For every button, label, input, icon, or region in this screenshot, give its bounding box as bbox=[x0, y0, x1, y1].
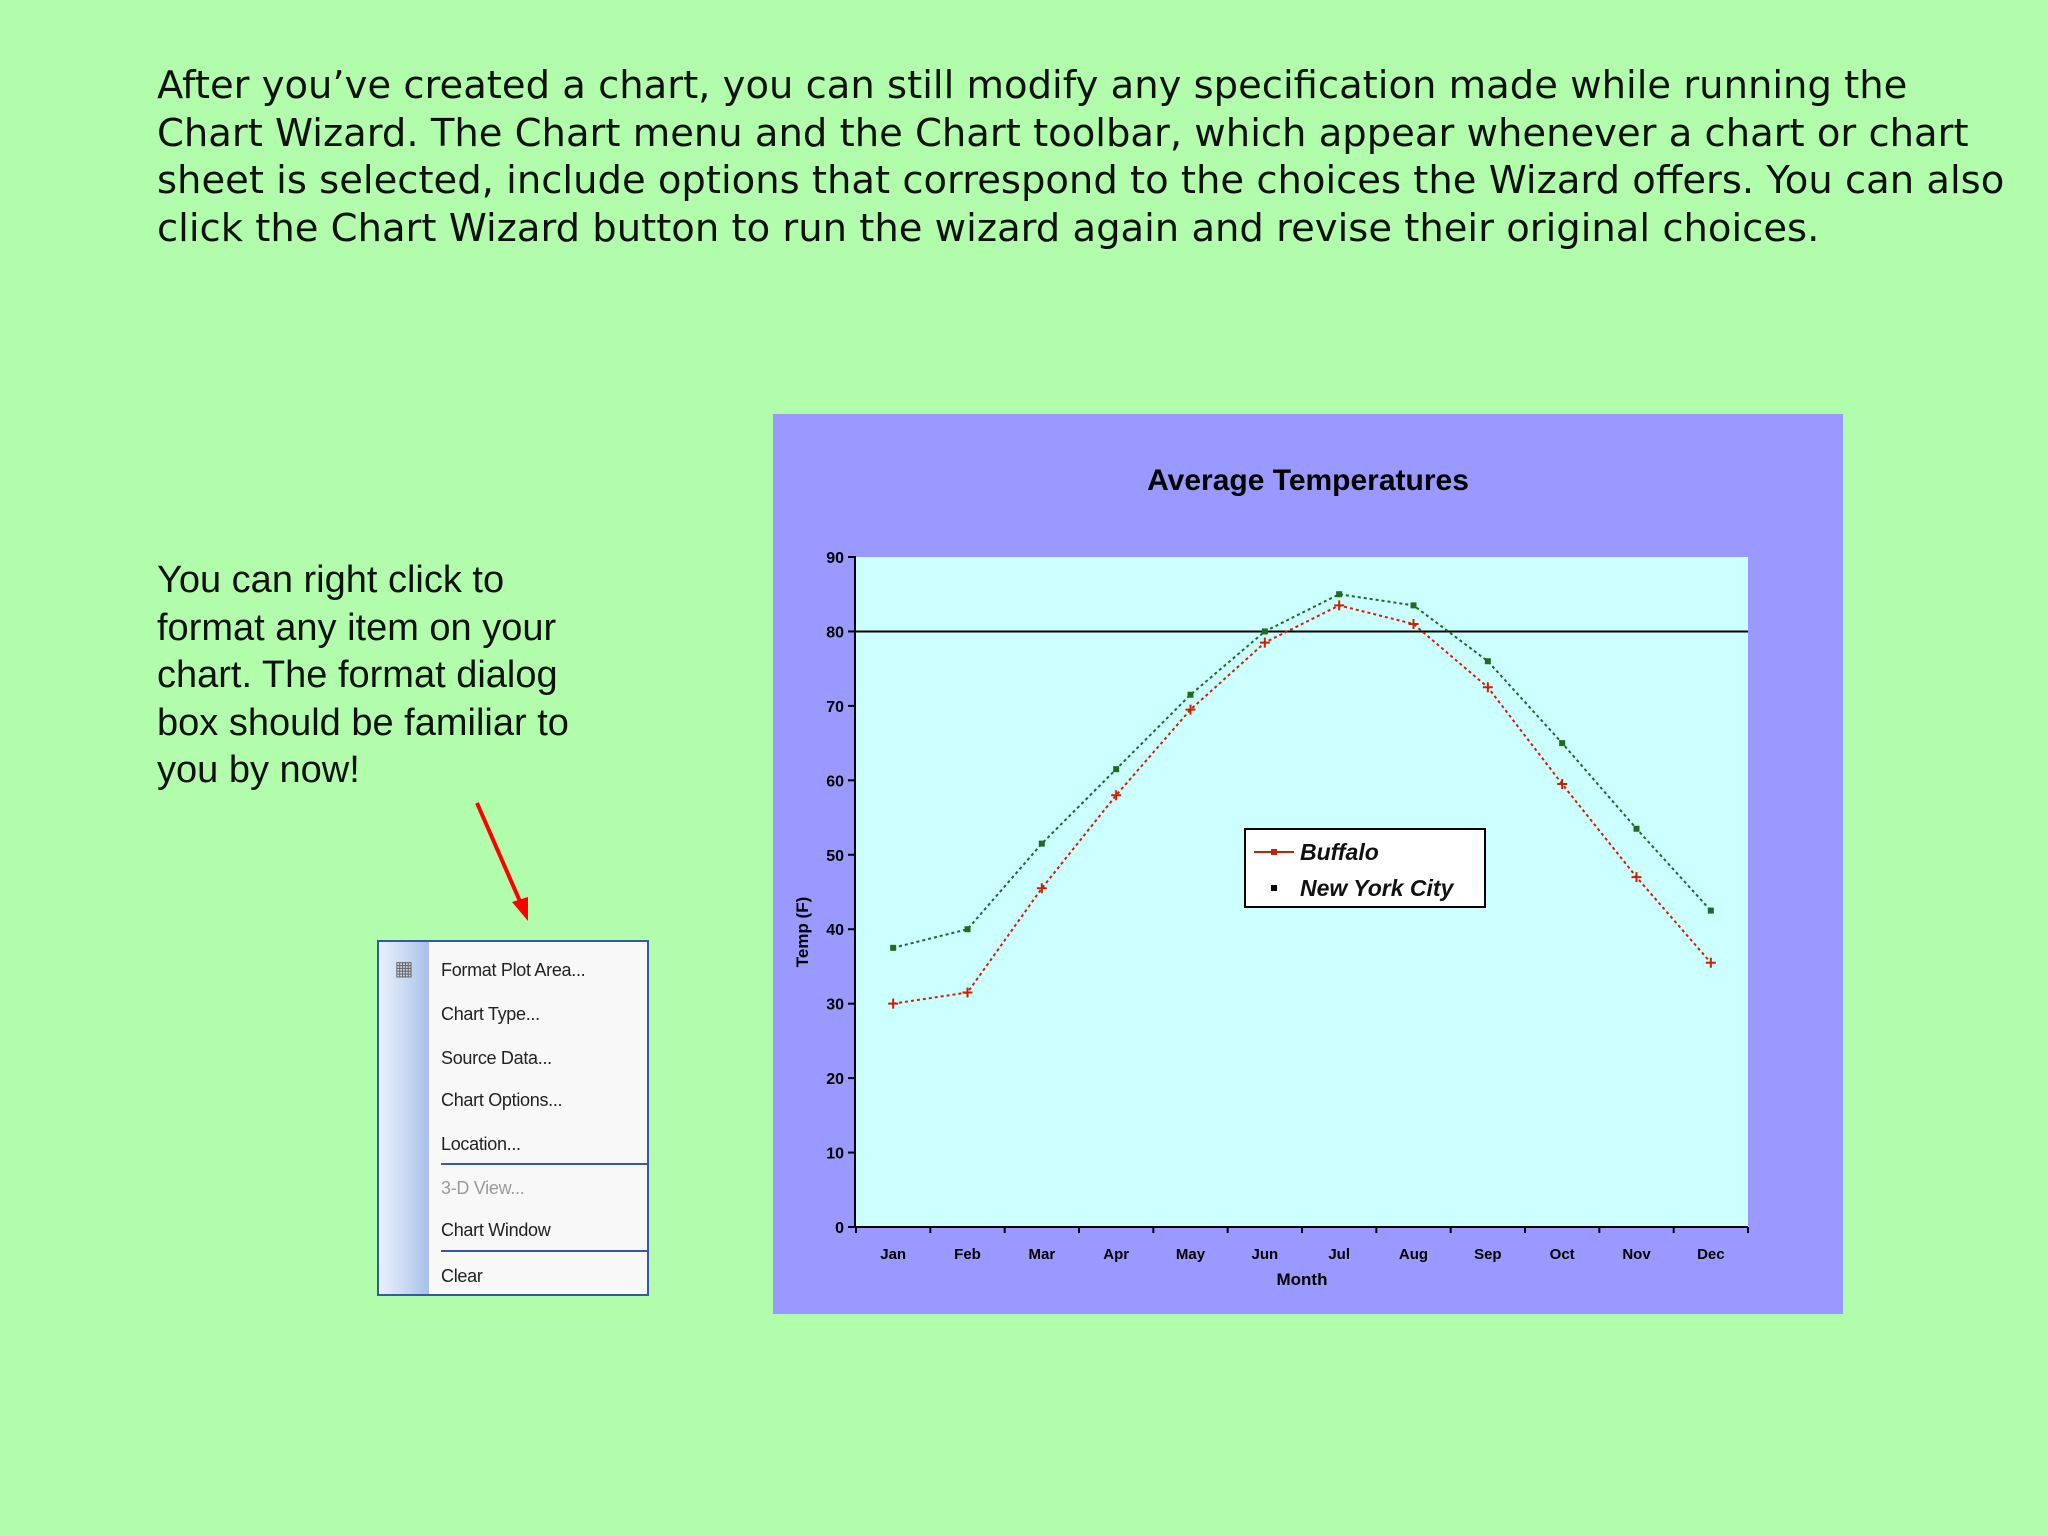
data-point-new-york-city[interactable] bbox=[1262, 628, 1268, 634]
intro-paragraph: After you’ve created a chart, you can still modify any specification made while running the Chart Wizard. The Chart menu and the Chart toolbar, which appear whenever a chart or chart sheet is selected, include options that correspond to the choices the Wizard offers. You can also click the Chart Wizard button to run the wizard again and revise their original choices. bbox=[157, 63, 2005, 251]
legend-entry-new-york-city bbox=[1254, 872, 1453, 904]
y-tick-label: 10 bbox=[826, 1145, 844, 1163]
right-click-note: You can right click to format any item on your chart. The format dialog box should be familiar to you by now! bbox=[157, 559, 569, 792]
y-tick-label: 20 bbox=[826, 1071, 844, 1089]
y-tick-label: 0 bbox=[835, 1220, 844, 1237]
menu-item-location[interactable]: Location... bbox=[441, 1134, 521, 1154]
legend-key-buffalo bbox=[1254, 842, 1294, 862]
data-point-new-york-city[interactable] bbox=[1559, 740, 1565, 746]
x-tick-label: Feb bbox=[954, 1246, 981, 1263]
y-tick-label: 70 bbox=[826, 698, 844, 716]
legend-entry-buffalo bbox=[1254, 836, 1379, 868]
x-axis-title[interactable]: Month bbox=[1276, 1270, 1328, 1289]
menu-separator bbox=[441, 1250, 647, 1252]
x-tick-label: Jun bbox=[1251, 1246, 1279, 1263]
data-point-new-york-city[interactable] bbox=[1411, 602, 1417, 608]
chart-area[interactable] bbox=[773, 414, 1843, 1314]
menu-separator bbox=[441, 1163, 647, 1165]
data-point-new-york-city[interactable] bbox=[1336, 591, 1342, 597]
menu-item-format-plot-area[interactable]: Format Plot Area... bbox=[441, 960, 586, 980]
chart-legend[interactable] bbox=[1244, 828, 1486, 908]
menu-item-3-d-view[interactable]: 3-D View... bbox=[441, 1178, 525, 1198]
x-tick-label: Jul bbox=[1328, 1246, 1351, 1263]
y-axis-title[interactable]: Temp (F) bbox=[793, 896, 812, 968]
data-point-new-york-city[interactable] bbox=[1634, 826, 1640, 832]
x-tick-label: Oct bbox=[1549, 1246, 1575, 1263]
data-point-new-york-city[interactable] bbox=[1113, 766, 1119, 772]
y-tick-label: 60 bbox=[826, 773, 844, 791]
legend-label-new-york-city: New York City bbox=[1300, 874, 1454, 901]
x-tick-label: Dec bbox=[1697, 1246, 1725, 1263]
data-point-new-york-city[interactable] bbox=[965, 926, 971, 932]
menu-item-chart-type[interactable]: Chart Type... bbox=[441, 1004, 540, 1024]
menu-item-clear[interactable]: Clear bbox=[441, 1266, 483, 1286]
data-point-new-york-city[interactable] bbox=[1485, 658, 1491, 664]
legend-key-new-york-city bbox=[1254, 878, 1294, 898]
x-tick-label: Nov bbox=[1622, 1246, 1651, 1263]
data-point-new-york-city[interactable] bbox=[1039, 841, 1045, 847]
data-point-new-york-city[interactable] bbox=[890, 945, 896, 951]
x-tick-label: Sep bbox=[1474, 1246, 1502, 1263]
data-point-new-york-city[interactable] bbox=[1708, 908, 1714, 914]
y-tick-label: 40 bbox=[826, 922, 844, 940]
x-tick-label: Jan bbox=[880, 1246, 907, 1263]
menu-item-chart-options[interactable]: Chart Options... bbox=[441, 1090, 563, 1110]
legend-label-buffalo: Buffalo bbox=[1300, 838, 1379, 865]
y-tick-label: 90 bbox=[826, 550, 844, 567]
x-tick-label: Mar bbox=[1028, 1246, 1056, 1263]
chart-title[interactable]: Average Temperatures bbox=[1147, 464, 1469, 497]
menu-item-chart-window[interactable]: Chart Window bbox=[441, 1220, 551, 1240]
y-tick-label: 30 bbox=[826, 996, 844, 1014]
y-tick-label: 50 bbox=[826, 847, 844, 865]
x-tick-label: Aug bbox=[1398, 1246, 1429, 1263]
chart-context-menu bbox=[377, 940, 649, 1296]
format-plot-area-icon: ▦ bbox=[394, 958, 414, 980]
menu-item-source-data[interactable]: Source Data... bbox=[441, 1048, 552, 1068]
x-tick-label: May bbox=[1175, 1246, 1206, 1263]
data-point-new-york-city[interactable] bbox=[1188, 692, 1194, 698]
y-tick-label: 80 bbox=[826, 624, 844, 642]
x-tick-label: Apr bbox=[1103, 1246, 1130, 1263]
menu-icon-gutter bbox=[379, 942, 429, 1294]
